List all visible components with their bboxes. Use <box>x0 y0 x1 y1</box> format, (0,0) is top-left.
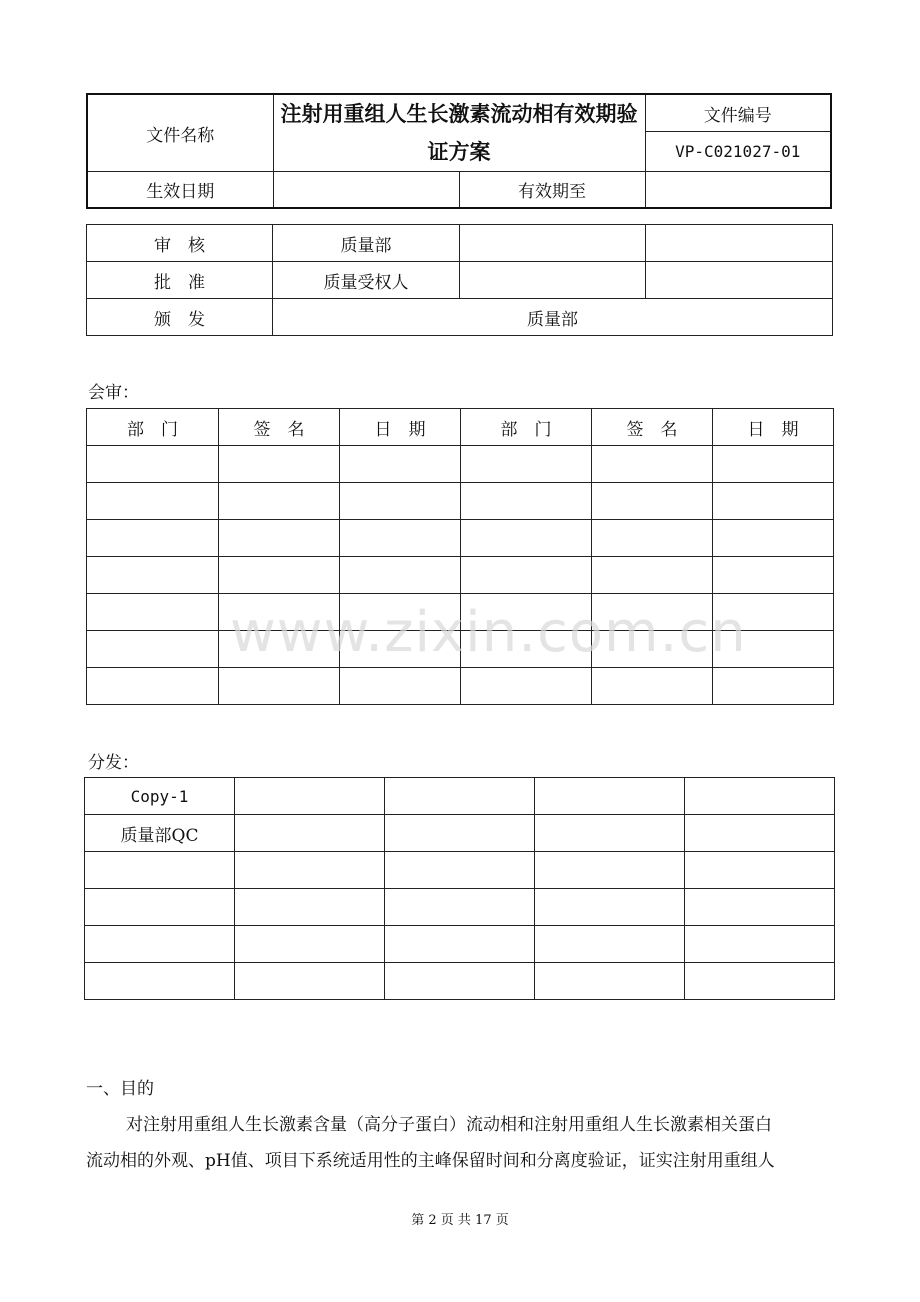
page-footer: 第 2 页 共 17 页 <box>411 1213 509 1228</box>
watermark: www.zixin.com.cn <box>230 600 747 665</box>
approval-dept: 质量部 <box>273 299 833 336</box>
distribution-cell[interactable] <box>235 963 385 1000</box>
distribution-cell[interactable] <box>535 852 685 889</box>
review-cell[interactable] <box>340 557 461 594</box>
review-cell[interactable] <box>713 557 834 594</box>
approval-table <box>86 224 833 336</box>
distribution-recipient <box>85 926 235 963</box>
distribution-recipient <box>85 963 235 1000</box>
review-header-dept: 部 门 <box>461 409 592 446</box>
distribution-recipient <box>85 852 235 889</box>
header-table <box>86 93 832 209</box>
review-cell[interactable] <box>219 668 340 705</box>
review-cell[interactable] <box>340 668 461 705</box>
doc-no: VP-C021027-01 <box>645 132 831 172</box>
table-row <box>85 815 835 852</box>
review-cell[interactable] <box>87 483 219 520</box>
distribution-cell[interactable] <box>685 889 835 926</box>
distribution-cell[interactable] <box>385 852 535 889</box>
distribution-table <box>84 777 835 1000</box>
distribution-cell[interactable] <box>685 815 835 852</box>
distribution-cell[interactable] <box>535 778 685 815</box>
review-cell[interactable] <box>592 557 713 594</box>
distribution-recipient: 质量部QC <box>85 815 235 852</box>
table-row <box>87 446 834 483</box>
table-row <box>87 483 834 520</box>
table-row <box>85 778 835 815</box>
distribution-cell[interactable] <box>535 889 685 926</box>
approval-cell[interactable] <box>646 225 833 262</box>
review-cell[interactable] <box>461 446 592 483</box>
approval-role: 颁 发 <box>87 299 273 336</box>
review-header-sign: 签 名 <box>592 409 713 446</box>
distribution-cell[interactable] <box>535 926 685 963</box>
review-cell[interactable] <box>87 446 219 483</box>
section-paragraph-line: 对注射用重组人生长激素含量（高分子蛋白）流动相和注射用重组人生长激素相关蛋白 <box>126 1115 772 1135</box>
effective-date[interactable] <box>273 172 459 208</box>
review-cell[interactable] <box>340 483 461 520</box>
review-cell[interactable] <box>340 520 461 557</box>
distribution-cell[interactable] <box>685 963 835 1000</box>
approval-role: 批 准 <box>87 262 273 299</box>
review-header-row <box>87 409 834 446</box>
approval-cell[interactable] <box>646 262 833 299</box>
review-label: 会审： <box>88 383 139 403</box>
distribution-cell[interactable] <box>685 926 835 963</box>
section-heading: 一、目的 <box>86 1079 154 1099</box>
review-cell[interactable] <box>461 483 592 520</box>
section-paragraph-line: 流动相的外观、pH值、项目下系统适用性的主峰保留时间和分离度验证，证实注射用重组人 <box>86 1151 775 1171</box>
review-cell[interactable] <box>219 446 340 483</box>
approval-dept: 质量受权人 <box>273 262 460 299</box>
effective-date-label: 生效日期 <box>87 172 273 208</box>
review-cell[interactable] <box>592 483 713 520</box>
table-row <box>85 963 835 1000</box>
review-cell[interactable] <box>87 594 219 631</box>
review-cell[interactable] <box>592 668 713 705</box>
distribution-cell[interactable] <box>535 963 685 1000</box>
distribution-cell[interactable] <box>535 815 685 852</box>
review-header-dept: 部 门 <box>87 409 219 446</box>
doc-name-label: 文件名称 <box>87 94 273 172</box>
distribution-cell[interactable] <box>235 852 385 889</box>
distribution-cell[interactable] <box>385 926 535 963</box>
review-cell[interactable] <box>219 520 340 557</box>
review-cell[interactable] <box>713 446 834 483</box>
review-cell[interactable] <box>87 520 219 557</box>
table-row <box>87 668 834 705</box>
distribution-recipient: Copy-1 <box>85 778 235 815</box>
distribution-cell[interactable] <box>235 889 385 926</box>
review-cell[interactable] <box>713 483 834 520</box>
approval-dept: 质量部 <box>273 225 460 262</box>
distribution-label: 分发： <box>88 753 139 773</box>
review-cell[interactable] <box>713 668 834 705</box>
distribution-cell[interactable] <box>385 815 535 852</box>
review-cell[interactable] <box>219 557 340 594</box>
distribution-cell[interactable] <box>235 778 385 815</box>
review-cell[interactable] <box>219 483 340 520</box>
review-header-sign: 签 名 <box>219 409 340 446</box>
distribution-cell[interactable] <box>385 778 535 815</box>
approval-cell[interactable] <box>460 225 646 262</box>
distribution-cell[interactable] <box>685 852 835 889</box>
review-cell[interactable] <box>87 557 219 594</box>
table-row <box>85 852 835 889</box>
table-row <box>85 889 835 926</box>
review-cell[interactable] <box>340 446 461 483</box>
approval-row <box>87 299 833 336</box>
valid-until[interactable] <box>645 172 831 208</box>
review-cell[interactable] <box>461 668 592 705</box>
review-cell[interactable] <box>87 631 219 668</box>
doc-no-label: 文件编号 <box>645 94 831 132</box>
table-row <box>87 557 834 594</box>
review-cell[interactable] <box>713 520 834 557</box>
review-header-date: 日 期 <box>713 409 834 446</box>
distribution-cell[interactable] <box>685 778 835 815</box>
review-cell[interactable] <box>592 446 713 483</box>
distribution-cell[interactable] <box>385 889 535 926</box>
review-cell[interactable] <box>87 668 219 705</box>
review-header-date: 日 期 <box>340 409 461 446</box>
doc-title: 注射用重组人生长激素流动相有效期验证方案 <box>273 94 645 172</box>
review-cell[interactable] <box>461 520 592 557</box>
distribution-cell[interactable] <box>235 815 385 852</box>
approval-role: 审 核 <box>87 225 273 262</box>
valid-until-label: 有效期至 <box>459 172 645 208</box>
distribution-cell[interactable] <box>385 963 535 1000</box>
table-row <box>85 926 835 963</box>
approval-row <box>87 262 833 299</box>
approval-cell[interactable] <box>460 262 646 299</box>
approval-row <box>87 225 833 262</box>
review-cell[interactable] <box>461 557 592 594</box>
distribution-cell[interactable] <box>235 926 385 963</box>
review-cell[interactable] <box>592 520 713 557</box>
table-row <box>87 520 834 557</box>
distribution-recipient <box>85 889 235 926</box>
